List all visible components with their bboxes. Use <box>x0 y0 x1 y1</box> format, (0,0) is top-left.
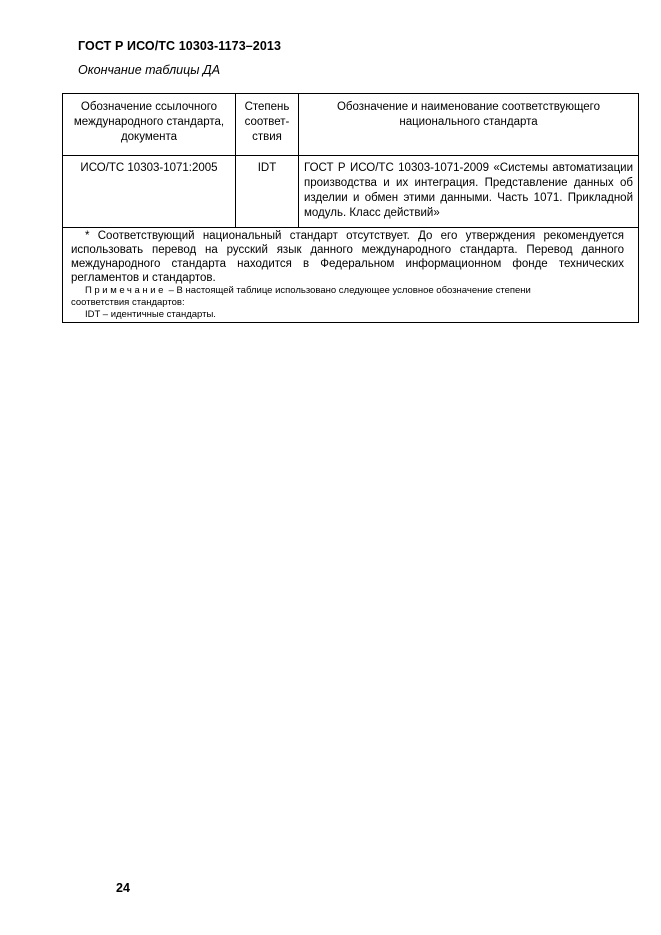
cell-national: ГОСТ Р ИСО/ТС 10303-1071-2009 «Системы автоматизации производства и их интеграция. Представление данных об изделии и обмен этими данными. Часть 1071. Прикладной модуль. Класс действий» <box>299 156 639 228</box>
column-header-reference: Обозначение ссылочного международного стандарта, документа <box>63 94 236 156</box>
note-label: Примечание <box>85 285 166 296</box>
footnote-text: * Соответствующий национальный стандарт отсутствует. До его утверждения рекомендуется использовать перевод на русский язык данного международного стандарта. Перевод данного международного стандарта находится в Федеральном информационном фонде технических регламентов и стандартов. <box>71 230 624 284</box>
footnote-cell <box>63 228 639 323</box>
note-line <box>71 285 624 297</box>
table-header-row <box>63 94 639 156</box>
table-footnote-row <box>63 228 639 323</box>
note-continuation: соответствия стандартов: <box>71 297 185 308</box>
table-caption: Окончание таблицы ДА <box>78 63 221 77</box>
note-idt: IDT – идентичные стандарты. <box>85 309 216 320</box>
cell-degree: IDT <box>236 156 299 228</box>
column-header-national: Обозначение и наименование соответствующего национального стандарта <box>299 94 639 156</box>
cell-reference: ИСО/ТС 10303-1071:2005 <box>63 156 236 228</box>
reference-table <box>62 93 639 323</box>
note-text: – В настоящей таблице использовано следующее условное обозначение степени <box>166 285 531 296</box>
page-number: 24 <box>116 881 130 895</box>
document-header: ГОСТ Р ИСО/ТС 10303-1173–2013 <box>78 39 282 53</box>
table-row <box>63 156 639 228</box>
column-header-degree: Степень соответ-ствия <box>236 94 299 156</box>
